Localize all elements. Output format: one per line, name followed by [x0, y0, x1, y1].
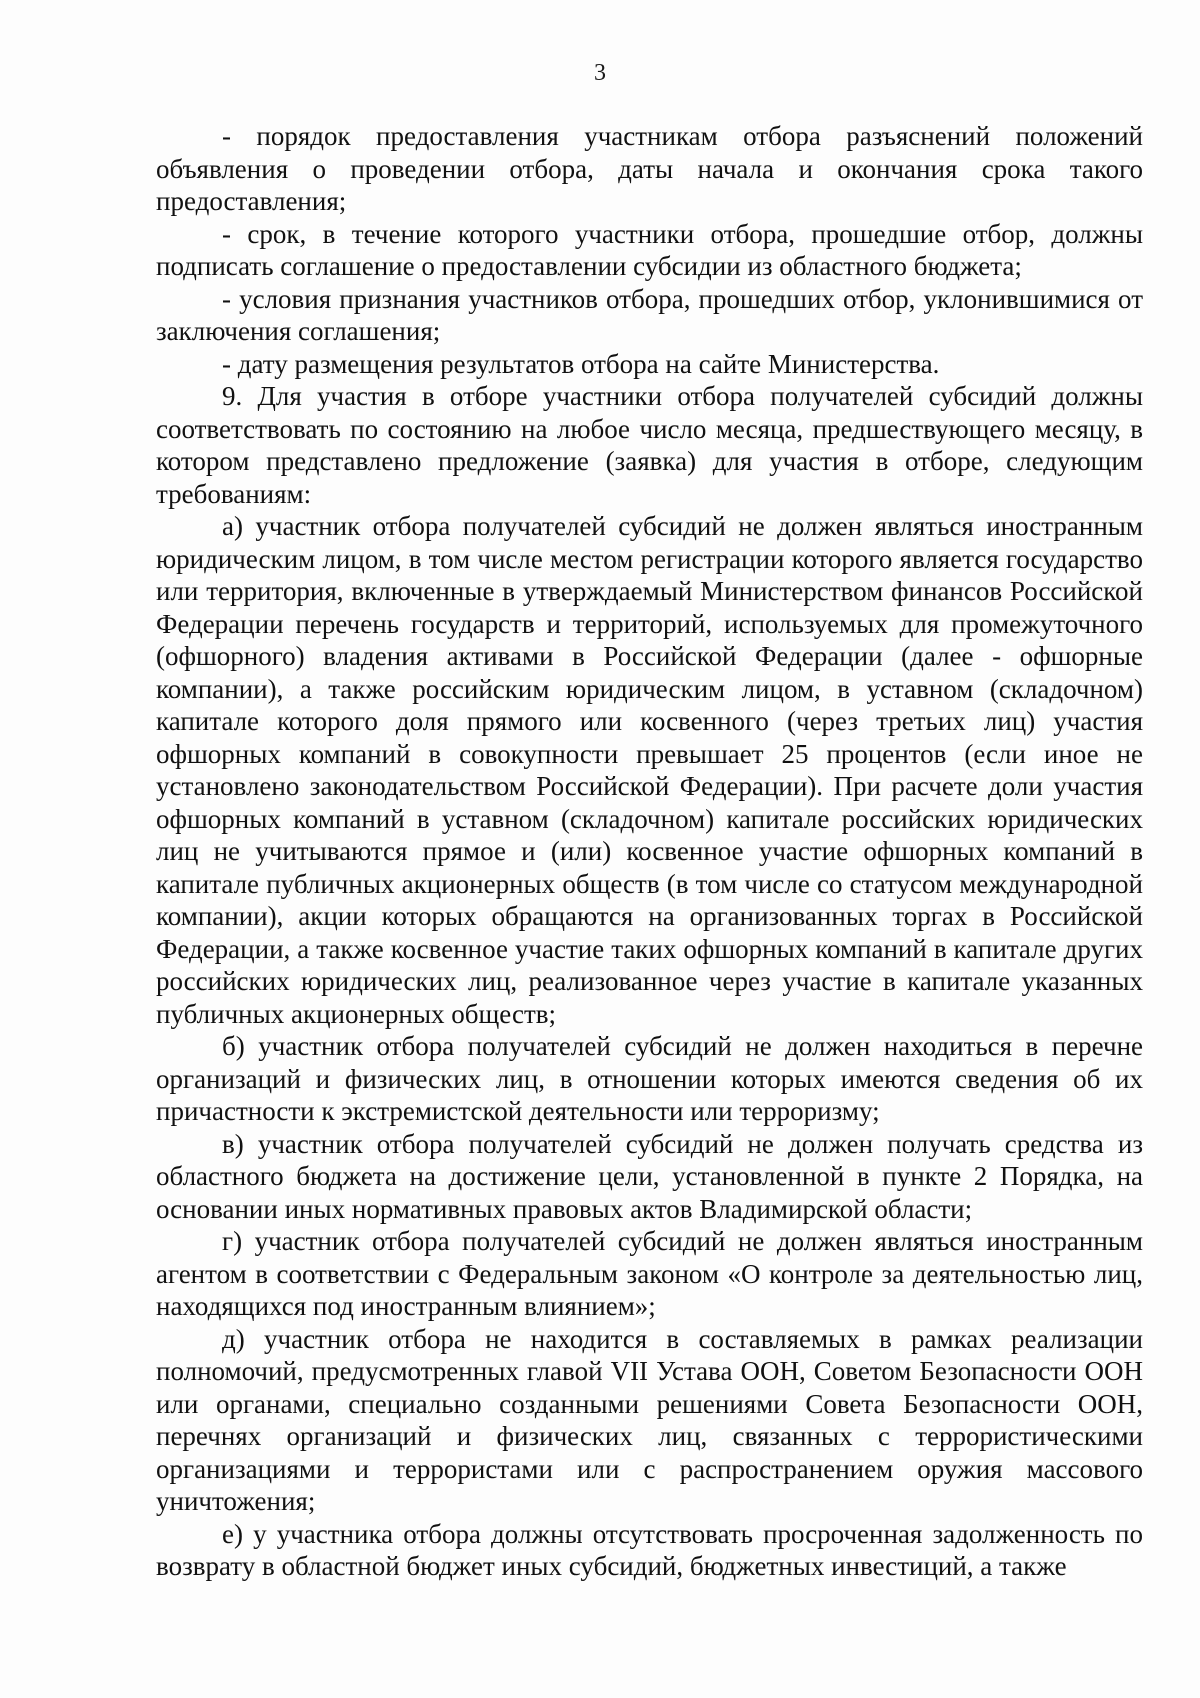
paragraph-requirement-b: б) участник отбора получателей субсидий не должен находиться в перечне организаций и физических лиц, в отношении которых имеются сведения об их причастности к экстремистской деятельности или терроризму;: [156, 1031, 1143, 1126]
paragraph-agreement-deadline: - срок, в течение которого участники отбора, прошедшие отбор, должны подписать соглашение о предоставлении субсидии из областного бюджета;: [156, 218, 1143, 281]
paragraph-requirement-a: а) участник отбора получателей субсидий не должен являться иностранным юридическим лицом, в том числе местом регистрации которого является государство или территория, включенные в утверждаемый Министерством финансов Российской Федерации перечень государств и территорий, используемых для промежуточного (офшорного) владения активами в Российской Федерации (далее - офшорные компании), а также российским юридическим лицом, в уставном (складочном) капитале которого доля прямого или косвенного (через третьих лиц) участия офшорных компаний в совокупности превышает 25 процентов (если иное не установлено законодательством Российской Федерации). При расчете доли участия офшорных компаний в уставном (складочном) капитале российских юридических лиц не учитываются прямое и (или) косвенное участие офшорных компаний в капитале публичных акционерных обществ (в том числе со статусом международной компании), акции которых обращаются на организованных торгах в Российской Федерации, а также косвенное участие таких офшорных компаний в капитале других российских юридических лиц, реализованное через участие в капитале указанных публичных акционерных обществ;: [156, 511, 1143, 1029]
paragraph-clarification-procedure: - порядок предоставления участникам отбора разъяснений положений объявления о проведении отбора, даты начала и окончания срока такого предоставления;: [156, 121, 1143, 216]
document-body: [156, 120, 1143, 1583]
paragraph-requirement-v: в) участник отбора получателей субсидий не должен получать средства из областного бюджета на достижение цели, установленной в пункте 2 Порядка, на основании иных нормативных правовых актов Владимирской области;: [156, 1128, 1143, 1224]
page-number: 3: [594, 60, 606, 86]
paragraph-results-date: - дату размещения результатов отбора на сайте Министерства.: [222, 348, 940, 379]
paragraph-requirement-e: е) у участника отбора должны отсутствовать просроченная задолженность по возврату в областной бюджет иных субсидий, бюджетных инвестиций, а также: [156, 1518, 1143, 1581]
paragraph-requirement-d: д) участник отбора не находится в составляемых в рамках реализации полномочий, предусмотренных главой VII Устава ООН, Советом Безопасности ООН или органами, специально созданными решениями Совета Безопасности ООН, перечнях организаций и физических лиц, связанных с террористическими организациями и террористами или с распространением оружия массового уничтожения;: [156, 1323, 1143, 1516]
paragraph-requirement-g: г) участник отбора получателей субсидий не должен являться иностранным агентом в соответствии с Федеральным законом «О контроле за деятельностью лиц, находящихся под иностранным влиянием»;: [156, 1226, 1143, 1321]
paragraph-item-9: 9. Для участия в отборе участники отбора получателей субсидий должны соответствовать по состоянию на любое число месяца, предшествующего месяцу, в котором представлено предложение (заявка) для участия в отборе, следующим требованиям:: [156, 381, 1143, 509]
paragraph-evasion-conditions: - условия признания участников отбора, прошедших отбор, уклонившимися от заключения соглашения;: [156, 283, 1143, 346]
